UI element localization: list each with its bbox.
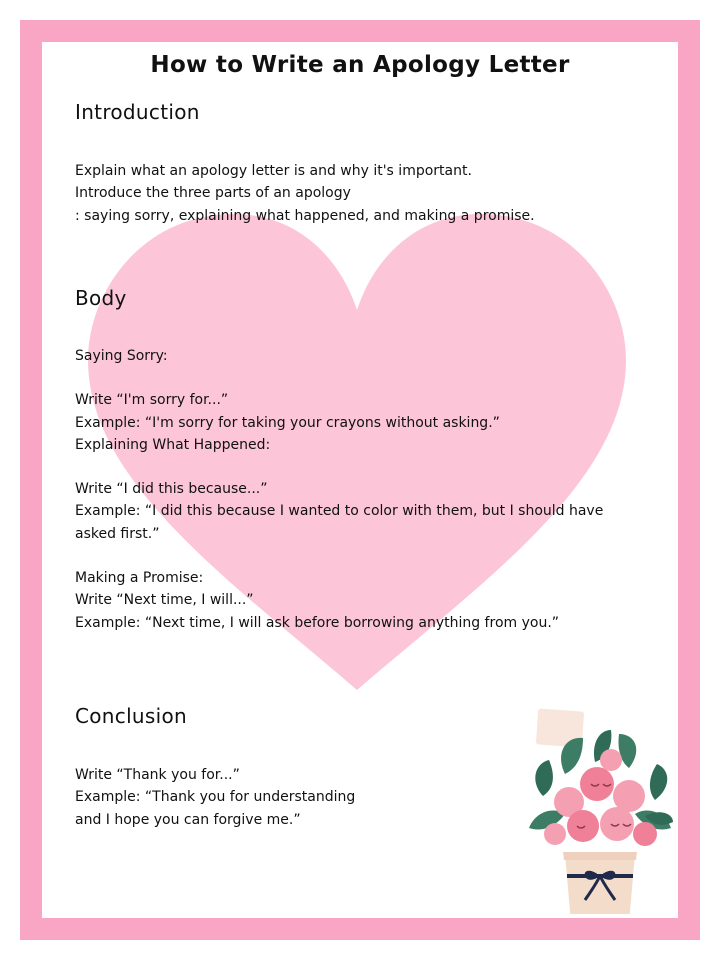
page-title: How to Write an Apology Letter <box>150 52 570 78</box>
flower-bouquet-icon <box>525 704 675 914</box>
text-line <box>75 545 603 567</box>
text-line <box>75 456 603 478</box>
text-line: Example: “Next time, I will ask before borrowing anything from you.” <box>75 614 560 631</box>
text-line: Write “I did this because...” <box>75 481 268 498</box>
text-line: Making a Promise: <box>75 570 204 587</box>
document-sheet <box>42 42 678 918</box>
conclusion-heading: Conclusion <box>75 704 187 728</box>
text-line: Explain what an apology letter is and why it's important. <box>75 163 472 179</box>
text-line: Introduce the three parts of an apology <box>75 185 351 202</box>
text-line: : saying sorry, explaining what happened, and making a promise. <box>75 207 535 224</box>
introduction-text <box>75 160 535 227</box>
body-text <box>75 345 603 634</box>
text-line: Example: “Thank you for understanding <box>75 789 356 806</box>
text-line <box>75 367 603 389</box>
text-line: Write “Next time, I will...” <box>75 592 254 609</box>
text-line: asked first.” <box>75 525 160 542</box>
text-line: Saying Sorry: <box>75 348 168 364</box>
text-line: Write “I'm sorry for...” <box>75 392 229 409</box>
introduction-heading: Introduction <box>75 100 200 124</box>
text-line: and I hope you can forgive me.” <box>75 811 301 828</box>
text-line: Explaining What Happened: <box>75 436 271 453</box>
text-line: Example: “I did this because I wanted to color with them, but I should have <box>75 503 604 520</box>
text-line: Example: “I'm sorry for taking your crayons without asking.” <box>75 414 500 431</box>
conclusion-text <box>75 764 355 831</box>
body-heading: Body <box>75 286 127 310</box>
text-line: Write “Thank you for...” <box>75 767 240 783</box>
